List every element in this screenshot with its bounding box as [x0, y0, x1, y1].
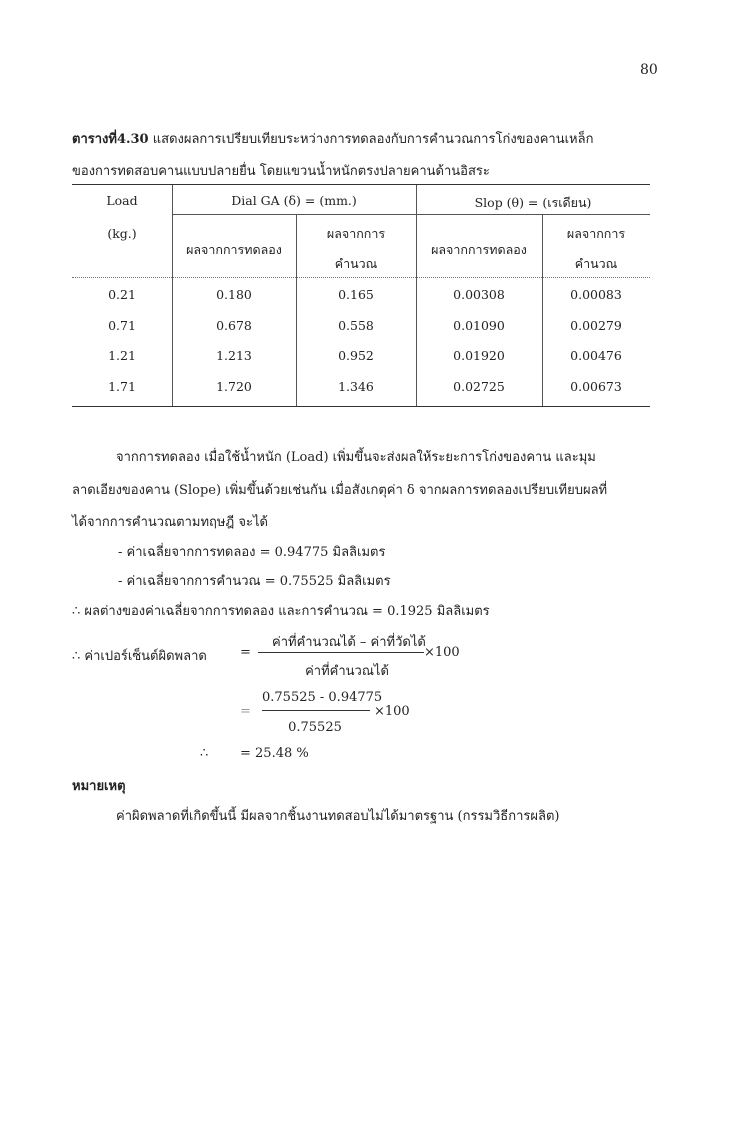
table-cell-load: 0.71: [108, 318, 136, 333]
table-cell-slop-exp: 0.02725: [453, 379, 505, 394]
table-cell-dial-calc: 0.165: [338, 287, 374, 302]
table-cell-load: 0.21: [108, 287, 136, 302]
table-cell-dial-exp: 1.720: [216, 379, 252, 394]
paragraph-line-1: จากการทดลอง เมื่อใช้น้ำหนัก (Load) เพิ่มขึ้นจะส่งผลให้ระยะการโก่งของคาน และมุม: [116, 450, 596, 465]
percent-error-label: ∴ ค่าเปอร์เซ็นต์ผิดพลาด: [72, 649, 207, 664]
dial-header: Dial GA (δ) = (mm.): [231, 193, 357, 208]
table-caption-line-1: [72, 128, 593, 149]
formula-denominator: ค่าที่คำนวณได้: [305, 664, 389, 679]
paragraph-line-2: ลาดเอียงของคาน (Slope) เพิ่มขึ้นด้วยเช่นกัน เมื่อสังเกตุค่า δ จากผลการทดลองเปรียบเทียบผลที่: [72, 483, 608, 498]
slop-calc-header-2: คำนวณ: [574, 256, 618, 271]
table-cell-slop-calc: 0.00673: [570, 379, 622, 394]
table-cell-dial-calc: 0.952: [338, 348, 374, 363]
fraction-numerator-values: 0.75525 - 0.94775: [262, 690, 383, 705]
average-difference: ∴ ผลต่างของค่าเฉลี่ยจากการทดลอง และการคำนวณ = 0.1925 มิลลิเมตร: [72, 604, 490, 619]
slop-experiment-header: ผลจากการทดลอง: [431, 242, 527, 257]
table-caption-text: แสดงผลการเปรียบเทียบระหว่างการทดลองกับการคำนวณการโก่งของคานเหล็ก: [152, 132, 594, 147]
load-header: Load: [106, 193, 138, 208]
table-cell-dial-exp: 0.678: [216, 318, 252, 333]
dial-calc-header-2: คำนวณ: [334, 256, 378, 271]
percent-error-result: = 25.48 %: [240, 746, 309, 761]
table-cell-dial-calc: 1.346: [338, 379, 374, 394]
fraction-bar: [262, 710, 370, 711]
table-cell-slop-exp: 0.01920: [453, 348, 505, 363]
table-cell-slop-calc: 0.00279: [570, 318, 622, 333]
equals-sign: =: [240, 704, 251, 719]
note-text: ค่าผิดพลาดที่เกิดขึ้นนี้ มีผลจากชิ้นงานทดสอบไม่ได้มาตรฐาน (กรรมวิธีการผลิต): [116, 809, 560, 824]
therefore-symbol: ∴: [200, 746, 209, 761]
table-bottom-rule: [72, 406, 650, 407]
formula-numerator: ค่าที่คำนวณได้ – ค่าที่วัดได้: [272, 635, 426, 650]
table-cell-dial-calc: 0.558: [338, 318, 374, 333]
page-number: 80: [640, 62, 658, 78]
average-calculation: - ค่าเฉลี่ยจากการคำนวณ = 0.75525 มิลลิเมตร: [118, 574, 391, 589]
dial-experiment-header: ผลจากการทดลอง: [186, 242, 282, 257]
header-mid-rule: [172, 214, 650, 215]
slop-calc-header-1: ผลจากการ: [566, 226, 626, 241]
header-bottom-rule: [72, 277, 650, 278]
times-hundred: ×100: [424, 645, 460, 660]
table-number: ตารางที่4.30: [72, 132, 149, 147]
equals-sign: =: [240, 645, 251, 660]
table-cell-dial-exp: 0.180: [216, 287, 252, 302]
times-hundred: ×100: [374, 704, 410, 719]
dial-calc-header-1: ผลจากการ: [326, 226, 386, 241]
note-title: หมายเหตุ: [72, 779, 126, 794]
table-cell-slop-calc: 0.00476: [570, 348, 622, 363]
table-top-rule: [72, 184, 650, 185]
table-cell-load: 1.71: [108, 379, 136, 394]
average-experiment: - ค่าเฉลี่ยจากการทดลอง = 0.94775 มิลลิเมตร: [118, 545, 386, 560]
table-cell-slop-exp: 0.00308: [453, 287, 505, 302]
table-caption-line-2: ของการทดสอบคานแบบปลายยื่น โดยแขวนน้ำหนักตรงปลายคานด้านอิสระ: [72, 164, 490, 179]
table-cell-slop-exp: 0.01090: [453, 318, 505, 333]
slop-header: Slop (θ) = (เรเดียน): [474, 195, 592, 210]
table-cell-slop-calc: 0.00083: [570, 287, 622, 302]
fraction-bar: [258, 652, 424, 653]
table-cell-load: 1.21: [108, 348, 136, 363]
fraction-denominator-values: 0.75525: [288, 720, 342, 735]
load-unit: (kg.): [107, 226, 137, 241]
paragraph-line-3: ได้จากการคำนวณตามทฤษฎี จะได้: [72, 515, 268, 530]
table-cell-dial-exp: 1.213: [216, 348, 252, 363]
